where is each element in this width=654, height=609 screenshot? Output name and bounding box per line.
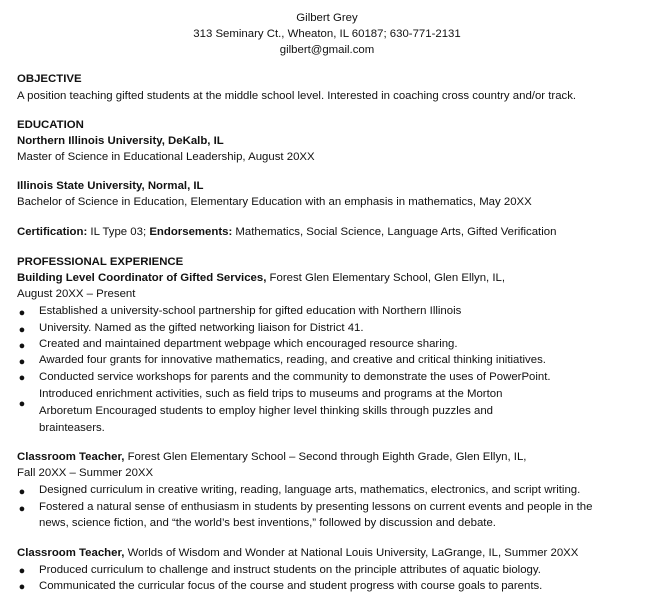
job-title: Classroom Teacher, [17,451,125,463]
objective-heading: OBJECTIVE [17,73,82,85]
bullet-icon: ● [18,356,26,368]
bullet-icon: ● [18,398,26,410]
job-place: Forest Glen Elementary School – Second through Eighth Grade, Glen Ellyn, IL, [124,451,527,463]
bullet-icon: ● [18,486,26,498]
job-title-line [17,449,526,466]
certification-line [17,224,556,241]
certification-label: Certification: [17,226,88,238]
job-bullet-text: Established a university-school partnership for gifted education with Northern Illinois [39,305,462,317]
job-bullet-text: University. Named as the gifted networking liaison for District 41. [39,322,364,334]
job-bullet-text: Introduced enrichment activities, such as field trips to museums and programs at the Morton [39,388,503,400]
bullet-icon: ● [18,581,26,593]
job-bullet-text: brainteasers. [39,422,105,434]
bullet-icon: ● [18,503,26,515]
job-bullet-text: Fostered a natural sense of enthusiasm in students by presenting lessons on current events and people in the [39,501,593,513]
bullet-icon: ● [18,340,26,352]
job-bullet-text: Created and maintained department webpage which encouraged resource sharing. [39,338,458,350]
job-bullet-text: news, science fiction, and “the world’s best inventions,” followed by discussion and debate. [39,517,496,529]
job-bullet-text: Arboretum Encouraged students to employ higher level thinking skills through puzzles and [39,405,493,417]
job-dates: Fall 20XX – Summer 20XX [17,467,154,479]
job-title: Classroom Teacher, [17,547,125,559]
contact-address: 313 Seminary Ct., Wheaton, IL 60187; 630-771-2131 [193,28,461,40]
bullet-icon: ● [18,324,26,336]
bullet-icon: ● [18,372,26,384]
job-bullet-text: Produced curriculum to challenge and instruct students on the principle attributes of aquatic biology. [39,564,541,576]
job-bullet-text: Awarded four grants for innovative mathematics, reading, and creative and critical thinking initiatives. [39,354,546,366]
school-name: Illinois State University, Normal, IL [17,180,204,192]
job-title-line [17,270,505,287]
school-degree: Master of Science in Educational Leadership, August 20XX [17,151,315,163]
job-place: Forest Glen Elementary School, Glen Ellyn, IL, [266,272,506,284]
bullet-icon: ● [18,307,26,319]
job-bullet-text: Conducted service workshops for parents and the community to demonstrate the uses of PowerPoint. [39,371,551,383]
job-place: Worlds of Wisdom and Wonder at National Louis University, LaGrange, IL, Summer 20XX [124,547,579,559]
objective-text: A position teaching gifted students at the middle school level. Interested in coaching cross country and/or track. [17,90,577,102]
experience-heading: PROFESSIONAL EXPERIENCE [17,256,184,268]
job-dates: August 20XX – Present [17,288,136,300]
endorsements-value: Mathematics, Social Science, Language Arts, Gifted Verification [232,226,557,238]
job-bullet-text: Communicated the curricular focus of the course and student progress with course goals to parents. [39,580,543,592]
endorsements-label: Endorsements: [149,226,233,238]
bullet-icon: ● [18,565,26,577]
job-bullet-text: Designed curriculum in creative writing, reading, language arts, mathematics, electronics, and script writing. [39,484,581,496]
school-name: Northern Illinois University, DeKalb, IL [17,135,224,147]
candidate-name: Gilbert Grey [296,12,358,24]
school-degree: Bachelor of Science in Education, Elementary Education with an emphasis in mathematics, May 20XX [17,196,532,208]
contact-email: gilbert@gmail.com [279,44,375,56]
job-title: Building Level Coordinator of Gifted Services, [17,272,267,284]
education-heading: EDUCATION [17,119,84,131]
job-title-line [17,545,578,562]
certification-value: IL Type 03; [87,226,147,238]
